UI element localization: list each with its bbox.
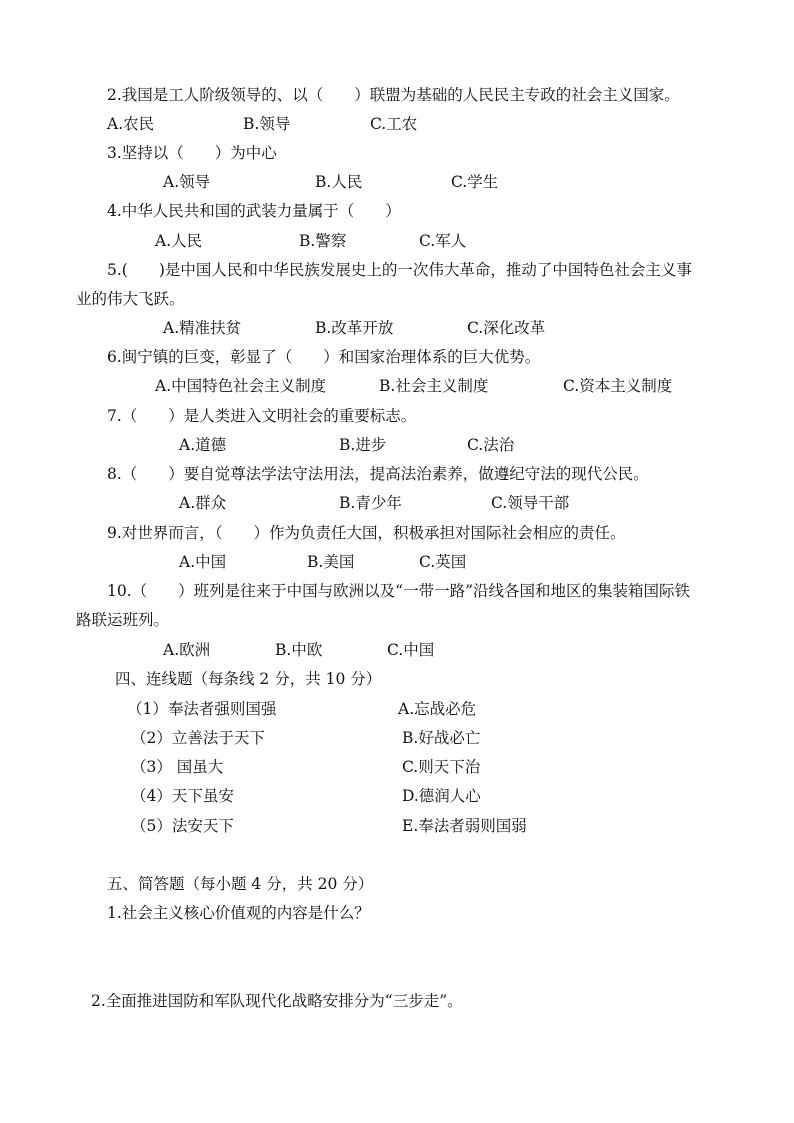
question-7-option-a: A.道德 (179, 436, 227, 454)
match-left-item-1: （1）奉法者强则国强 (127, 700, 277, 718)
question-9-option-a: A.中国 (179, 553, 227, 571)
match-left-item-4: （4）天下虽安 (131, 787, 234, 805)
match-right-item-e: E.奉法者弱则国弱 (402, 817, 527, 835)
question-6-option-c: C.资本主义制度 (563, 377, 673, 395)
match-left-item-5: （5）法安天下 (131, 817, 234, 835)
question-6-stem: 6.闽宁镇的巨变，彰显了（ ）和国家治理体系的巨大优势。 (107, 348, 541, 366)
short-answer-question-1: 1.社会主义核心价值观的内容是什么？ (107, 904, 370, 922)
question-4-option-a: A.人民 (155, 232, 203, 250)
question-8-option-a: A.群众 (179, 494, 227, 512)
question-3-option-b: B.人民 (315, 173, 363, 191)
question-10-option-c: C.中国 (387, 641, 435, 659)
question-10-stem-line1: 10.（ ）班列是往来于中国与欧洲以及“一带一路”沿线各国和地区的集装箱国际铁 (107, 582, 691, 600)
question-4-stem: 4.中华人民共和国的武装力量属于（ ） (107, 202, 401, 220)
question-5-stem-line2: 业的伟大飞跃。 (76, 290, 185, 308)
match-left-item-2: （2）立善法于天下 (131, 729, 265, 747)
question-3-stem: 3.坚持以（ ）为中心 (107, 144, 277, 162)
question-5-option-c: C.深化改革 (467, 319, 546, 337)
question-8-option-c: C.领导干部 (491, 494, 570, 512)
question-9-stem: 9.对世界而言，（ ）作为负责任大国，积极承担对国际社会相应的责任。 (107, 524, 626, 542)
match-right-item-b: B.好战必亡 (402, 729, 481, 747)
section-4-title: 四、连线题（每条线 2 分，共 10 分） (115, 670, 382, 688)
question-10-stem-line2: 路联运班列。 (76, 611, 170, 629)
question-5-option-b: B.改革开放 (315, 319, 394, 337)
question-5-stem-line1: 5.( )是中国人民和中华民族发展史上的一次伟大革命，推动了中国特色社会主义事 (107, 261, 692, 279)
question-2-option-c: C.工农 (370, 115, 418, 133)
match-right-item-a: A.忘战必危 (398, 700, 477, 718)
question-3-option-c: C.学生 (451, 173, 499, 191)
question-3-option-a: A.领导 (163, 173, 211, 191)
question-6-option-b: B.社会主义制度 (379, 377, 489, 395)
question-9-option-b: B.美国 (307, 553, 355, 571)
question-6-option-a: A.中国特色社会主义制度 (155, 377, 327, 395)
question-4-option-b: B.警察 (299, 232, 347, 250)
question-4-option-c: C.军人 (419, 232, 467, 250)
short-answer-question-2: 2.全面推进国防和军队现代化战略安排分为“三步走”。 (91, 992, 463, 1010)
question-2-stem: 2.我国是工人阶级领导的、以（ ）联盟为基础的人民民主专政的社会主义国家。 (107, 86, 680, 104)
question-8-stem: 8.（ ）要自觉尊法学法守法用法，提高法治素养，做遵纪守法的现代公民。 (107, 465, 649, 483)
section-5-title: 五、简答题（每小题 4 分，共 20 分） (107, 875, 374, 893)
question-2-option-b: B.领导 (243, 115, 291, 133)
question-10-option-a: A.欧洲 (163, 641, 211, 659)
match-left-item-3: （3） 国虽大 (131, 758, 224, 776)
question-2-option-a: A.农民 (107, 115, 155, 133)
match-right-item-d: D.德润人心 (402, 787, 481, 805)
match-right-item-c: C.则天下治 (402, 758, 481, 776)
question-7-option-b: B.进步 (339, 436, 387, 454)
question-10-option-b: B.中欧 (275, 641, 323, 659)
question-8-option-b: B.青少年 (339, 494, 402, 512)
question-7-option-c: C.法治 (467, 436, 515, 454)
question-7-stem: 7.（ ）是人类进入文明社会的重要标志。 (107, 407, 417, 425)
question-9-option-c: C.英国 (419, 553, 467, 571)
question-5-option-a: A.精准扶贫 (163, 319, 242, 337)
